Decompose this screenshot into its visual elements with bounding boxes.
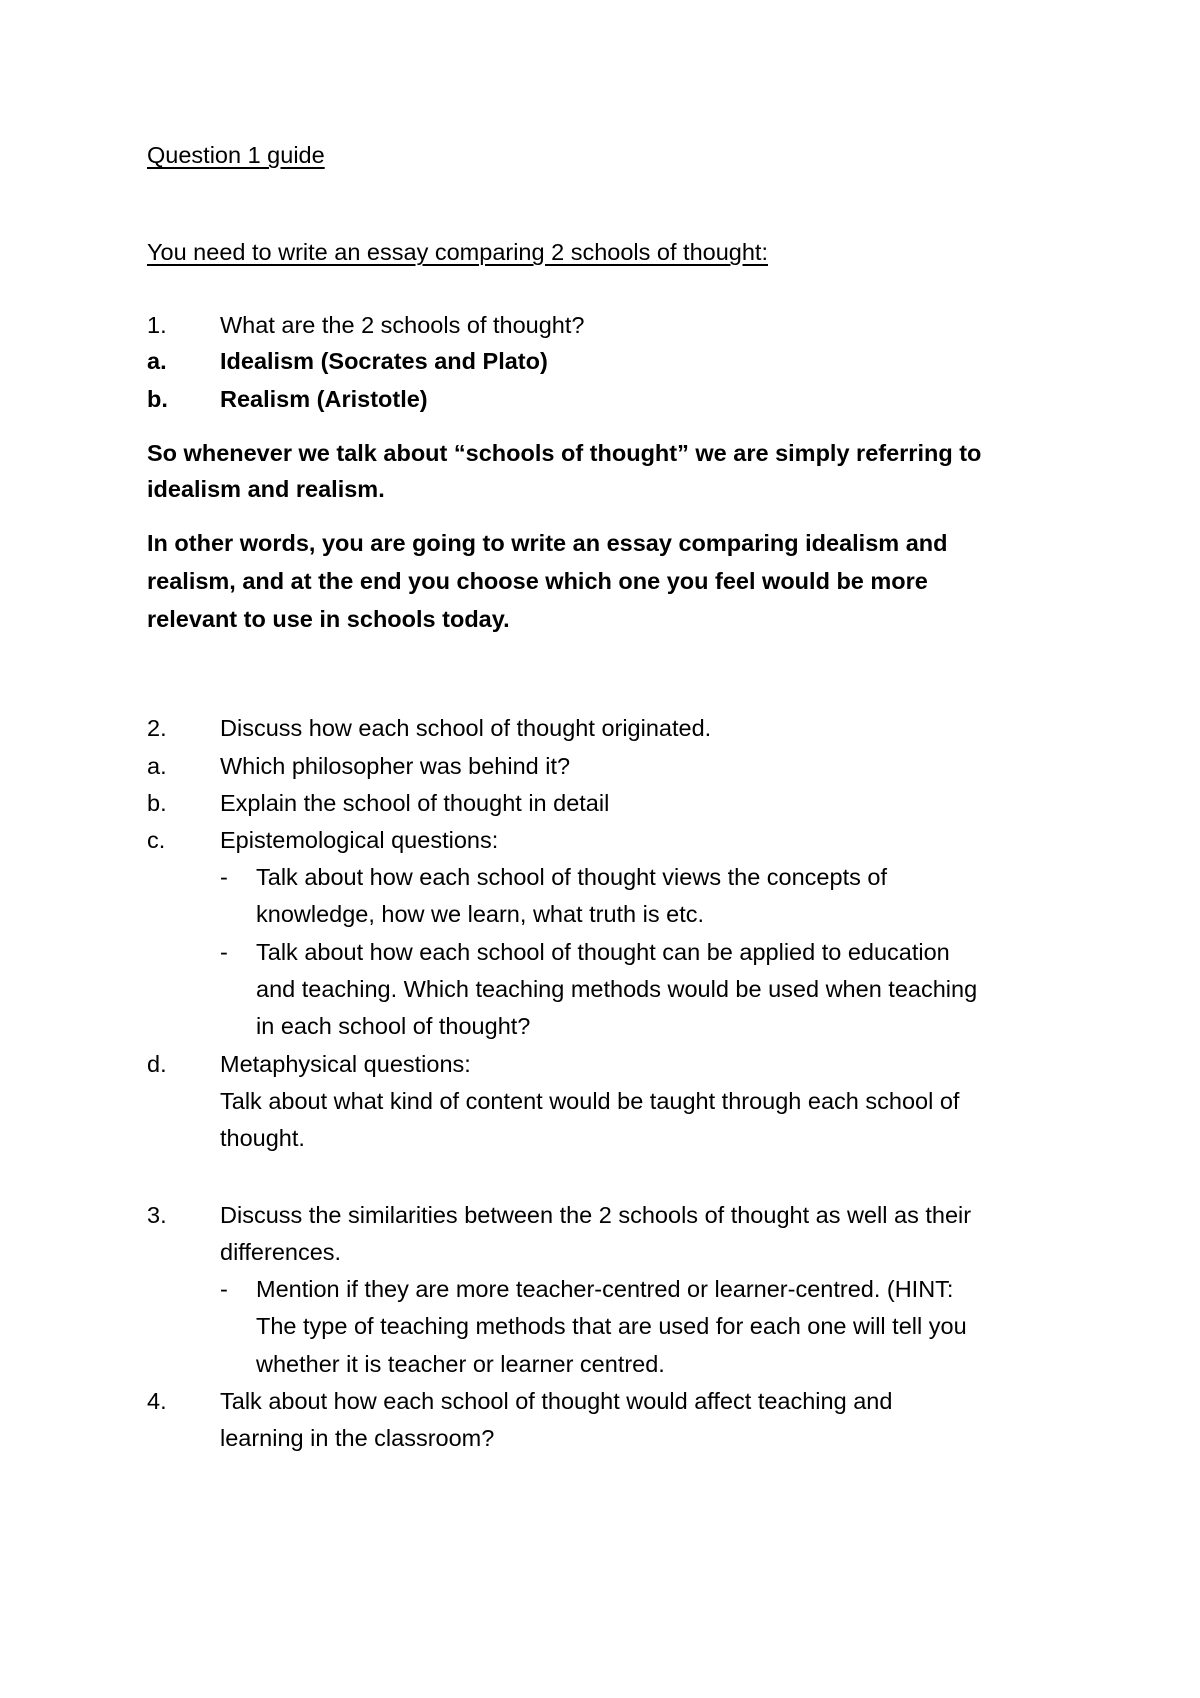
bullet-line: Talk about how each school of thought views the concepts of	[256, 864, 887, 890]
bold-para2-line: relevant to use in schools today.	[147, 606, 510, 632]
q2-item-d-line: Talk about what kind of content would be taught through each school of	[220, 1088, 960, 1114]
bold-para1-line: idealism and realism.	[147, 476, 385, 502]
q2-item-d-label: d.	[147, 1051, 167, 1077]
q2-text: Discuss how each school of thought originated.	[220, 715, 712, 741]
q1-number: 1.	[147, 312, 167, 338]
bullet-line: knowledge, how we learn, what truth is etc.	[256, 901, 705, 927]
bullet-line: Talk about how each school of thought can be applied to education	[256, 939, 950, 965]
q2-item-a-label: a.	[147, 753, 167, 779]
q2-item-c-label: c.	[147, 827, 166, 853]
bullet-dash: -	[220, 1276, 228, 1302]
q2-item-d-line: thought.	[220, 1125, 305, 1151]
bullet-line: in each school of thought?	[256, 1013, 531, 1039]
q1-item-b-label: b.	[147, 386, 168, 412]
bold-para2-line: In other words, you are going to write an essay comparing idealism and	[147, 530, 948, 556]
q2-item-b-text: Explain the school of thought in detail	[220, 790, 610, 816]
intro-text: You need to write an essay comparing 2 schools of thought:	[147, 239, 768, 265]
q1-text: What are the 2 schools of thought?	[220, 312, 585, 338]
bullet-line: and teaching. Which teaching methods would be used when teaching	[256, 976, 978, 1002]
q2-item-a-text: Which philosopher was behind it?	[220, 753, 571, 779]
q1-item-a-label: a.	[147, 348, 167, 374]
q3-number: 3.	[147, 1202, 167, 1228]
bullet-line: The type of teaching methods that are used for each one will tell you	[256, 1313, 967, 1339]
q4-line: Talk about how each school of thought would affect teaching and	[220, 1388, 893, 1414]
q2-item-d-text: Metaphysical questions:	[220, 1051, 471, 1077]
q1-item-b-text: Realism (Aristotle)	[220, 386, 428, 412]
q3-line: differences.	[220, 1239, 342, 1265]
bullet-dash: -	[220, 939, 228, 965]
q2-item-b-label: b.	[147, 790, 167, 816]
bullet-line: Mention if they are more teacher-centred or learner-centred. (HINT:	[256, 1276, 954, 1302]
q4-line: learning in the classroom?	[220, 1425, 495, 1451]
q2-number: 2.	[147, 715, 167, 741]
bold-para2-line: realism, and at the end you choose which one you feel would be more	[147, 568, 928, 594]
bullet-dash: -	[220, 864, 228, 890]
q3-line: Discuss the similarities between the 2 schools of thought as well as their	[220, 1202, 972, 1228]
bullet-line: whether it is teacher or learner centred.	[256, 1351, 665, 1377]
bold-para1-line: So whenever we talk about “schools of thought” we are simply referring to	[147, 440, 982, 466]
page-title: Question 1 guide	[147, 142, 325, 168]
q4-number: 4.	[147, 1388, 167, 1414]
q1-item-a-text: Idealism (Socrates and Plato)	[220, 348, 548, 374]
q2-item-c-text: Epistemological questions:	[220, 827, 499, 853]
